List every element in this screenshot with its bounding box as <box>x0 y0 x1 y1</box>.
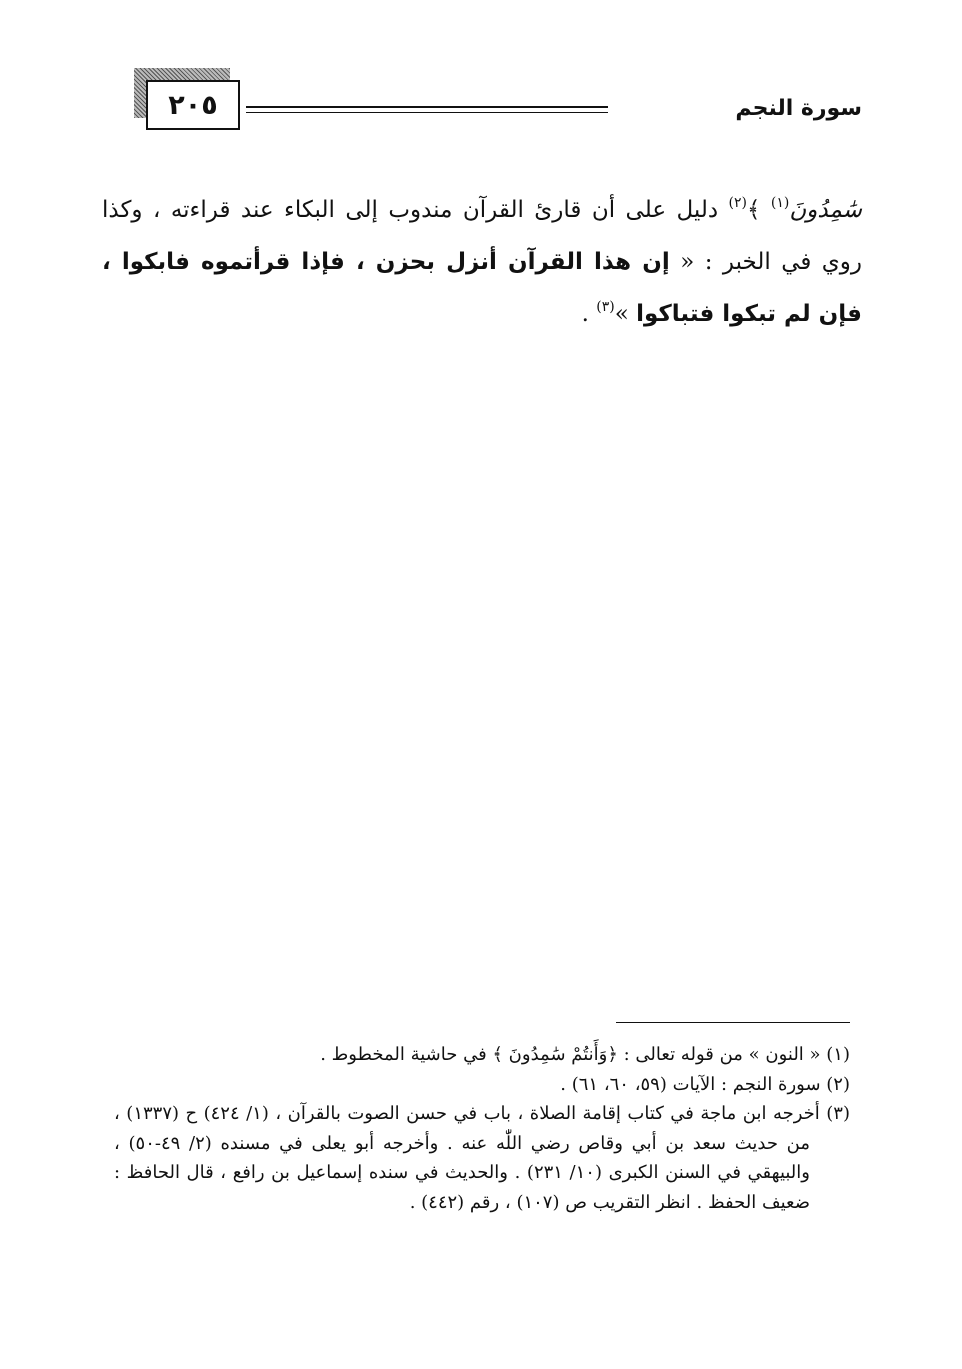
paragraph-text-2: وكذا روي في الخبر : « <box>102 197 863 275</box>
quran-bracket: ﴾ <box>746 197 761 223</box>
quran-word: سَٰمِدُونَ <box>789 197 863 223</box>
page-number-box <box>146 80 240 130</box>
footnote-3: (٣) أخرجه ابن ماجة في كتاب إقامة الصلاة ، باب في حسن الصوت بالقرآن ، (١/ ٤٢٤) ح (١٣٣٧) ، من حديث سعد بن أبي وقاص رضي اللّٰه عنه . وأخرجه أبو يعلى في مسنده (٢/ ٤٩-٥٠) ، والبيهقي في السنن الكبرى (١٠/ ٢٣١) . والحديث في سنده إسماعيل بن رافع ، قال الحافظ : ضعيف الحفظ . انظر التقريب ص (١٠٧) ، رقم (٤٤٢) . <box>114 1103 850 1213</box>
paragraph-end: . <box>581 301 597 327</box>
paragraph-text-1: دليل على أن قارئ القرآن مندوب إلى البكاء عند قراءته ، <box>152 197 729 223</box>
footnote-1: (١) « النون » من قوله تعالى : ﴿وَأَنتُمْ سَٰمِدُونَ ﴾ في حاشية المخطوط . <box>320 1044 850 1065</box>
hadith-quote: إن هذا القرآن أنزل بحزن ، فإذا قرأتموه فابكوا ، فإن لم تبكوا فتباكوا <box>102 249 862 327</box>
footnotes <box>114 1040 850 1217</box>
footnote-2: (٢) سورة النجم : الآيات (٥٩، ٦٠، ٦١) . <box>560 1073 850 1095</box>
footnote-ref-3: (٣) <box>596 299 615 315</box>
main-text <box>102 184 862 340</box>
page-number: ٢٠٥ <box>168 89 218 121</box>
footnote-ref-2: (٢) <box>728 195 747 211</box>
main-paragraph <box>102 184 862 340</box>
quote-close: » <box>614 301 637 327</box>
running-title: سورة النجم <box>735 96 862 121</box>
footnote-separator <box>616 1022 850 1023</box>
footnote-ref-1: (١) <box>770 195 790 211</box>
header-rule <box>246 106 608 113</box>
